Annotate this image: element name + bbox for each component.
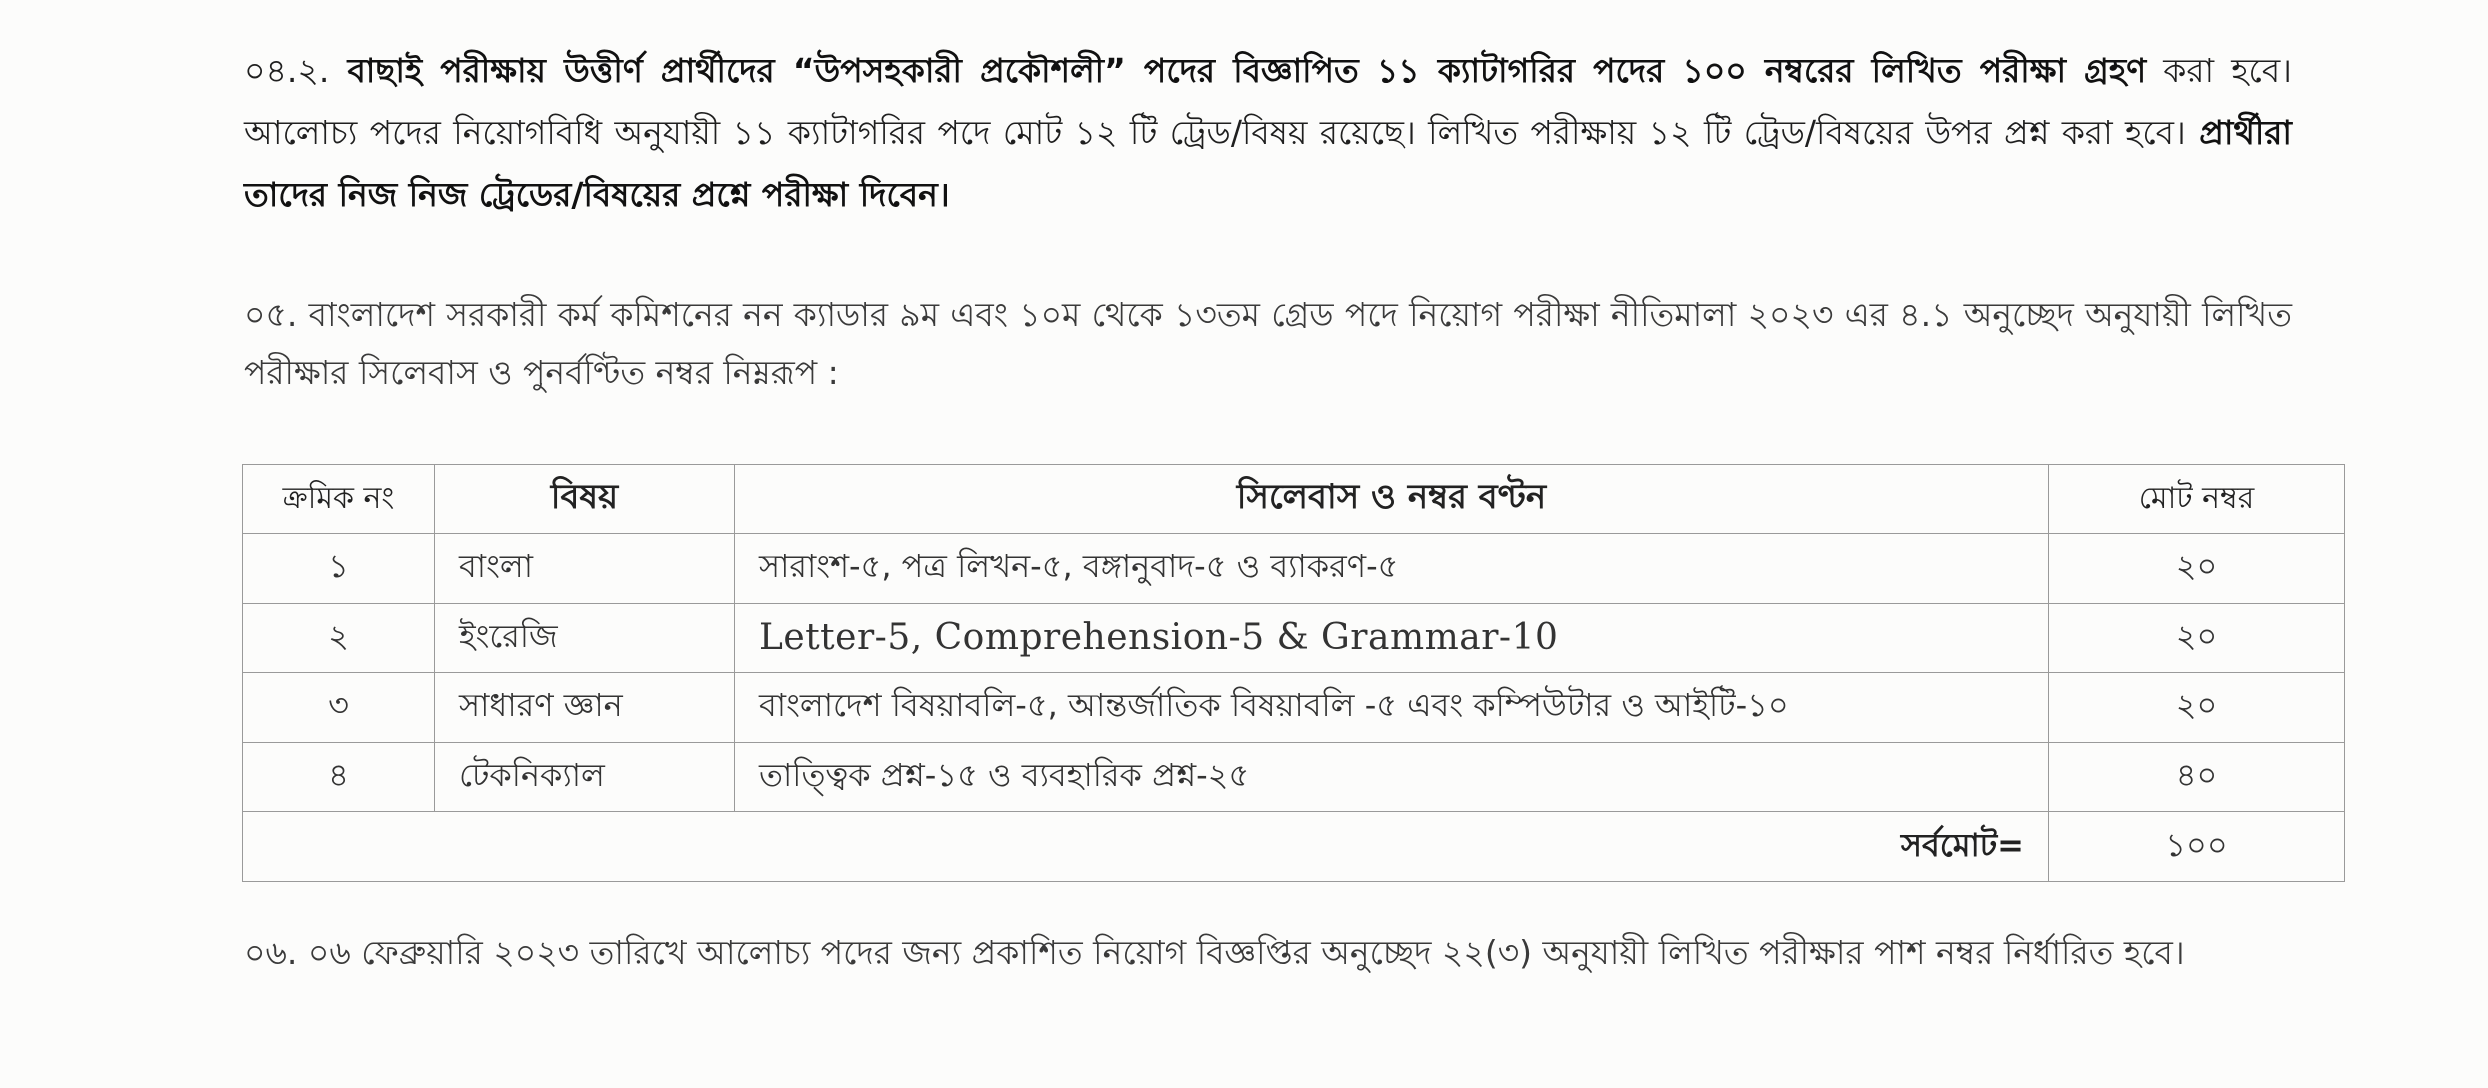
cell-syllabus: তাত্ত্বিক প্রশ্ন-১৫ ও ব্যবহারিক প্রশ্ন-২৫	[735, 742, 2049, 812]
grand-total-row	[243, 812, 2345, 882]
grand-total-label: সর্বমোট=	[243, 812, 2049, 882]
cell-serial: ৩	[243, 673, 435, 743]
paragraph-bold-text: বাছাই পরীক্ষায় উত্তীর্ণ প্রার্থীদের “উপসহকারী প্রকৌশলী” পদের বিজ্ঞাপিত ১১ ক্যাটাগরির পদের ১০০ নম্বরের লিখিত পরীক্ষা গ্রহণ	[329, 51, 2147, 90]
header-total: মোট নম্বর	[2049, 465, 2345, 534]
cell-serial: ১	[243, 534, 435, 604]
table-row	[243, 534, 2345, 604]
header-syllabus: সিলেবাস ও নম্বর বণ্টন	[735, 465, 2049, 534]
cell-total: ২০	[2049, 534, 2345, 604]
paragraph-05: ০৫. বাংলাদেশ সরকারী কর্ম কমিশনের নন ক্যাডার ৯ম এবং ১০ম থেকে ১৩তম গ্রেড পদে নিয়োগ পরীক্ষা নীতিমালা ২০২৩ এর ৪.১ অনুচ্ছেদ অনুযায়ী লিখিত পরীক্ষার সিলেবাস ও পুনর্বণ্টিত নম্বর নিম্নরূপ :	[244, 295, 2292, 392]
cell-syllabus: সারাংশ-৫, পত্র লিখন-৫, বঙ্গানুবাদ-৫ ও ব্যাকরণ-৫	[735, 534, 2049, 604]
cell-subject: সাধারণ জ্ঞান	[435, 673, 735, 743]
paragraph-06: ০৬. ০৬ ফেব্রুয়ারি ২০২৩ তারিখে আলোচ্য পদের জন্য প্রকাশিত নিয়োগ বিজ্ঞপ্তির অনুচ্ছেদ ২২(৩) অনুযায়ী লিখিত পরীক্ষার পাশ নম্বর নির্ধারিত হবে।	[244, 933, 2185, 972]
cell-serial: ২	[243, 603, 435, 673]
table-header-row	[243, 465, 2345, 534]
grand-total-value: ১০০	[2049, 812, 2345, 882]
cell-syllabus: বাংলাদেশ বিষয়াবলি-৫, আন্তর্জাতিক বিষয়াবলি -৫ এবং কম্পিউটার ও আইটি-১০	[735, 673, 2049, 743]
paragraph-normal-text: করা হবে। আলোচ্য পদের নিয়োগবিধি অনুযায়ী ১১ ক্যাটাগরির পদে মোট ১২ টি ট্রেড/বিষয় রয়েছে। লিখিত পরীক্ষায় ১২ টি ট্রেড/বিষয়ের উপর প্রশ্ন করা হবে।	[244, 51, 2292, 152]
cell-subject: বাংলা	[435, 534, 735, 604]
cell-serial: ৪	[243, 742, 435, 812]
cell-syllabus: Letter-5, Comprehension-5 & Grammar-10	[735, 603, 2049, 673]
table-row	[243, 603, 2345, 673]
cell-subject: টেকনিক্যাল	[435, 742, 735, 812]
paragraph-04-2	[244, 40, 2292, 226]
cell-total: ২০	[2049, 673, 2345, 743]
header-serial: ক্রমিক নং	[243, 465, 435, 534]
syllabus-table	[242, 464, 2345, 882]
paragraph-bold-ending: প্রার্থীরা তাদের নিজ নিজ ট্রেডের/বিষয়ের প্রশ্নে পরীক্ষা দিবেন।	[244, 113, 2292, 214]
cell-subject: ইংরেজি	[435, 603, 735, 673]
paragraph-number: ০৪.২.	[244, 51, 330, 90]
header-subject: বিষয়	[435, 465, 735, 534]
table-row	[243, 673, 2345, 743]
table-row	[243, 742, 2345, 812]
cell-total: ৪০	[2049, 742, 2345, 812]
cell-total: ২০	[2049, 603, 2345, 673]
